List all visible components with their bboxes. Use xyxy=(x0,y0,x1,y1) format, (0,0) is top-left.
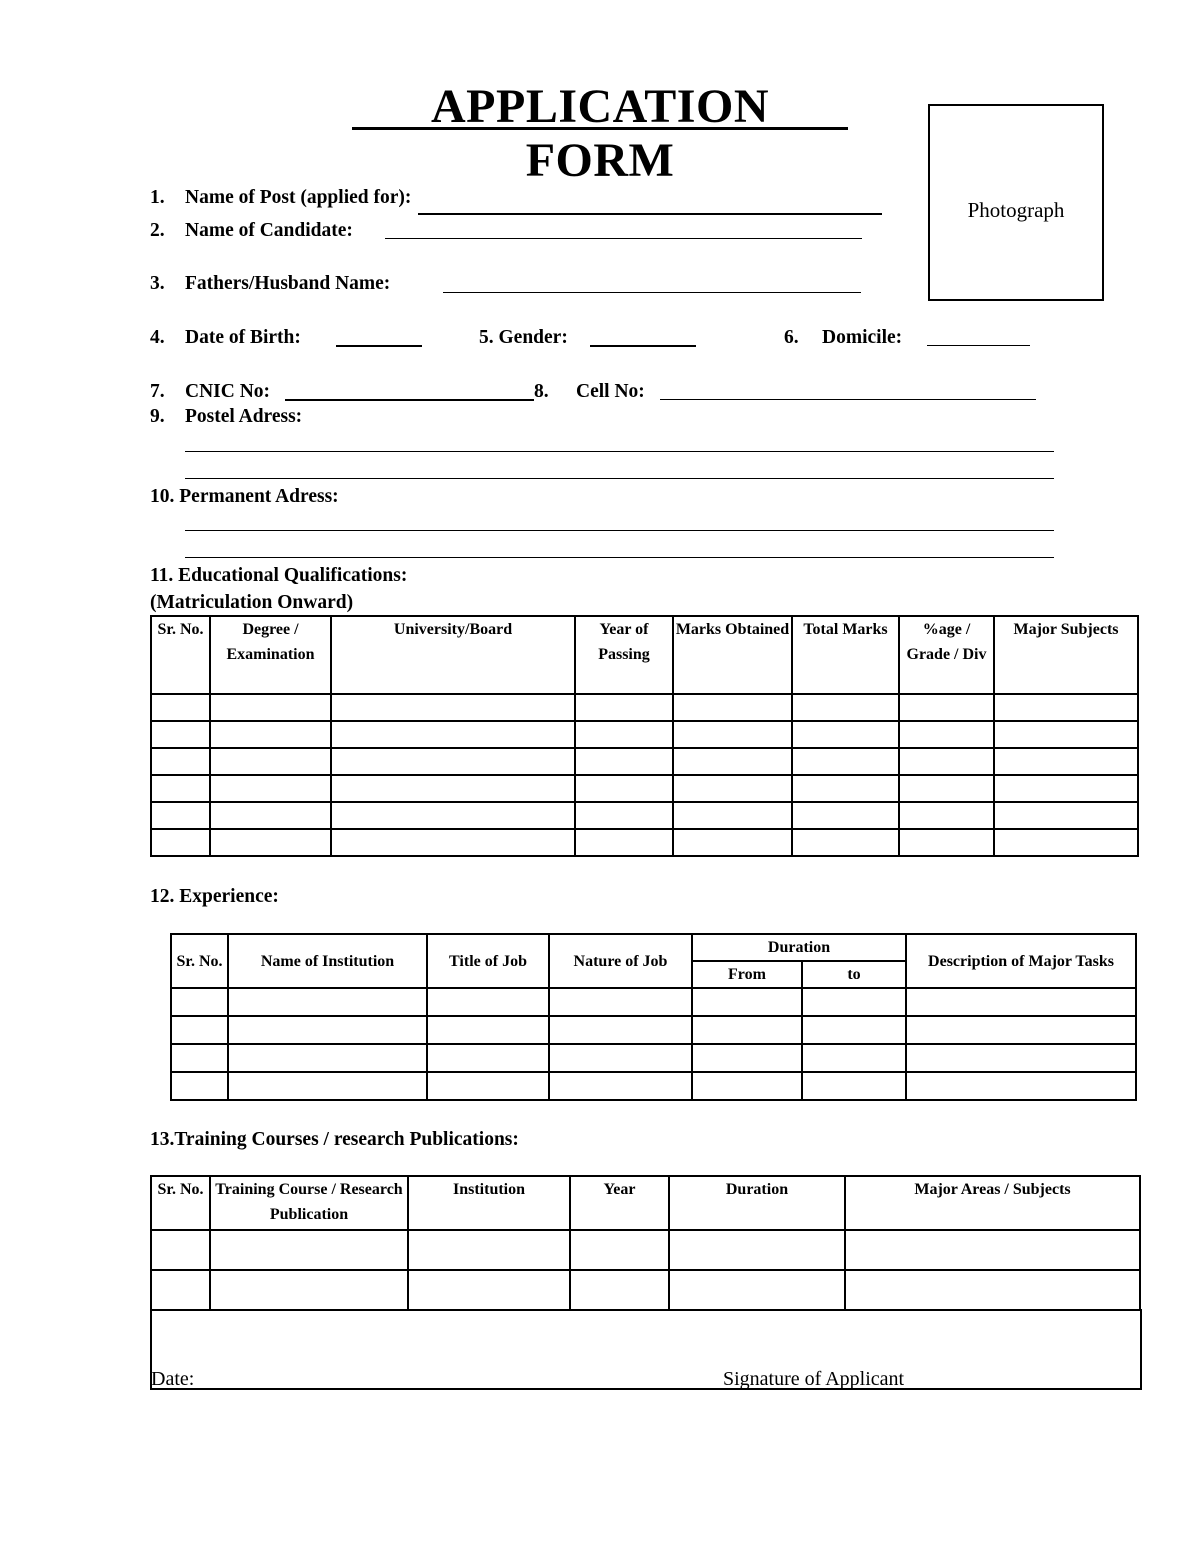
experience-table-cell[interactable] xyxy=(549,988,692,1016)
experience-table-cell[interactable] xyxy=(906,1016,1136,1044)
experience-table-cell[interactable] xyxy=(802,1044,906,1072)
experience-table-cell[interactable] xyxy=(692,1016,802,1044)
training-table-cell[interactable] xyxy=(151,1270,210,1310)
train-header-institution: Institution xyxy=(408,1176,570,1230)
postal-address-line-2[interactable] xyxy=(185,478,1054,479)
experience-table-cell[interactable] xyxy=(228,988,427,1016)
experience-label: 12. Experience: xyxy=(150,886,279,907)
experience-table-cell[interactable] xyxy=(549,1016,692,1044)
field-num-1: 1. xyxy=(150,187,165,208)
photograph-box[interactable] xyxy=(928,104,1104,301)
education-table-cell[interactable] xyxy=(899,829,994,856)
experience-table xyxy=(170,933,1137,1101)
education-table-cell[interactable] xyxy=(673,748,792,775)
exp-header-sr: Sr. No. xyxy=(171,934,228,988)
education-table-cell[interactable] xyxy=(331,775,575,802)
training-table-cell[interactable] xyxy=(845,1270,1140,1310)
permanent-address-line-2[interactable] xyxy=(185,557,1054,558)
gender-label: 5. Gender: xyxy=(479,327,568,348)
field-num-2: 2. xyxy=(150,220,165,241)
training-table-cell[interactable] xyxy=(151,1230,210,1270)
training-table-cell[interactable] xyxy=(669,1270,845,1310)
train-header-course: Training Course / Research Publication xyxy=(210,1176,408,1230)
training-table-cell[interactable] xyxy=(210,1230,408,1270)
training-courses-label: 13.Training Courses / research Publications: xyxy=(150,1129,519,1150)
education-table-row xyxy=(151,829,1138,856)
domicile-label: Domicile: xyxy=(822,327,903,348)
domicile-field[interactable] xyxy=(927,345,1030,346)
education-table-cell[interactable] xyxy=(151,748,210,775)
experience-table-cell[interactable] xyxy=(549,1044,692,1072)
signature-box xyxy=(150,1309,1142,1390)
education-table-row xyxy=(151,721,1138,748)
permanent-address-line-1[interactable] xyxy=(185,530,1054,531)
education-table-row xyxy=(151,802,1138,829)
cell-no-label: Cell No: xyxy=(576,381,645,402)
training-table-cell[interactable] xyxy=(570,1230,669,1270)
education-table-cell[interactable] xyxy=(792,721,899,748)
education-rows xyxy=(151,694,1138,856)
field-num-4: 4. xyxy=(150,327,165,348)
father-husband-name-field[interactable] xyxy=(443,292,861,293)
education-table-cell[interactable] xyxy=(331,802,575,829)
experience-table-cell[interactable] xyxy=(802,1072,906,1100)
experience-rows xyxy=(171,988,1136,1100)
educational-qualifications-label: 11. Educational Qualifications: xyxy=(150,565,408,586)
education-table xyxy=(150,615,1139,857)
education-table-cell[interactable] xyxy=(151,829,210,856)
experience-table-cell[interactable] xyxy=(906,1072,1136,1100)
date-label: Date: xyxy=(151,1368,195,1390)
name-of-candidate-label: Name of Candidate: xyxy=(185,220,353,241)
field-num-6: 6. xyxy=(784,327,799,348)
education-table-cell[interactable] xyxy=(994,829,1138,856)
edu-header-marks-obtained: Marks Obtained xyxy=(673,616,792,694)
exp-header-tasks: Description of Major Tasks xyxy=(906,934,1136,988)
education-table-cell[interactable] xyxy=(331,829,575,856)
training-rows xyxy=(151,1230,1140,1310)
education-table-cell[interactable] xyxy=(210,721,331,748)
education-table-cell[interactable] xyxy=(994,694,1138,721)
father-husband-name-label: Fathers/Husband Name: xyxy=(185,273,391,294)
education-table-cell[interactable] xyxy=(673,775,792,802)
education-table-cell[interactable] xyxy=(575,802,673,829)
experience-table-cell[interactable] xyxy=(427,1016,549,1044)
education-table-row xyxy=(151,748,1138,775)
matriculation-onward-label: (Matriculation Onward) xyxy=(150,592,354,613)
education-table-cell[interactable] xyxy=(792,694,899,721)
education-table-cell[interactable] xyxy=(792,802,899,829)
train-header-year: Year xyxy=(570,1176,669,1230)
edu-header-major-subjects: Major Subjects xyxy=(994,616,1138,694)
education-table-cell[interactable] xyxy=(792,829,899,856)
permanent-address-label: 10. Permanent Adress: xyxy=(150,486,339,507)
train-header-subjects: Major Areas / Subjects xyxy=(845,1176,1140,1230)
education-table-cell[interactable] xyxy=(673,694,792,721)
exp-header-title: Title of Job xyxy=(427,934,549,988)
name-of-post-label: Name of Post (applied for): xyxy=(185,187,412,208)
edu-header-university: University/Board xyxy=(331,616,575,694)
education-table-cell[interactable] xyxy=(210,775,331,802)
education-table-cell[interactable] xyxy=(899,775,994,802)
education-table-cell[interactable] xyxy=(210,802,331,829)
education-table-cell[interactable] xyxy=(792,775,899,802)
experience-table-cell[interactable] xyxy=(427,988,549,1016)
edu-header-degree: Degree / Examination xyxy=(210,616,331,694)
experience-table-cell[interactable] xyxy=(171,1072,228,1100)
signature-label: Signature of Applicant xyxy=(723,1368,905,1390)
title-underline xyxy=(352,127,848,130)
education-table-row xyxy=(151,694,1138,721)
education-table-cell[interactable] xyxy=(673,721,792,748)
experience-table-cell[interactable] xyxy=(427,1072,549,1100)
education-table-cell[interactable] xyxy=(994,802,1138,829)
education-table-cell[interactable] xyxy=(151,802,210,829)
education-table-cell[interactable] xyxy=(210,694,331,721)
education-table-cell[interactable] xyxy=(151,775,210,802)
education-header-row xyxy=(151,616,1138,694)
experience-table-cell[interactable] xyxy=(802,1016,906,1044)
education-table-cell[interactable] xyxy=(210,748,331,775)
field-num-7: 7. xyxy=(150,381,165,402)
education-table-cell[interactable] xyxy=(210,829,331,856)
training-table-cell[interactable] xyxy=(669,1230,845,1270)
edu-header-percentage: %age / Grade / Div xyxy=(899,616,994,694)
train-header-duration: Duration xyxy=(669,1176,845,1230)
education-table-cell[interactable] xyxy=(994,748,1138,775)
experience-table-cell[interactable] xyxy=(171,1016,228,1044)
education-table-cell[interactable] xyxy=(575,775,673,802)
form-title: APPLICATION FORM xyxy=(431,80,769,187)
experience-table-row xyxy=(171,988,1136,1016)
training-header-row xyxy=(151,1176,1140,1230)
training-table-cell[interactable] xyxy=(408,1270,570,1310)
exp-header-to: to xyxy=(802,961,906,988)
exp-header-nature: Nature of Job xyxy=(549,934,692,988)
education-table-cell[interactable] xyxy=(673,802,792,829)
education-table-cell[interactable] xyxy=(899,802,994,829)
cnic-label: CNIC No: xyxy=(185,381,271,402)
exp-header-duration: Duration xyxy=(692,934,906,961)
education-table-cell[interactable] xyxy=(575,721,673,748)
cell-no-field[interactable] xyxy=(660,399,1036,400)
training-table-cell[interactable] xyxy=(845,1230,1140,1270)
training-table-cell[interactable] xyxy=(210,1270,408,1310)
experience-table-cell[interactable] xyxy=(692,1044,802,1072)
experience-table-cell[interactable] xyxy=(802,988,906,1016)
field-num-8: 8. xyxy=(534,381,549,402)
edu-header-sr: Sr. No. xyxy=(151,616,210,694)
experience-table-cell[interactable] xyxy=(692,1072,802,1100)
experience-table-cell[interactable] xyxy=(427,1044,549,1072)
training-table-row xyxy=(151,1270,1140,1310)
education-table-cell[interactable] xyxy=(673,829,792,856)
edu-header-total-marks: Total Marks xyxy=(792,616,899,694)
education-table-row xyxy=(151,775,1138,802)
field-num-9: 9. xyxy=(150,406,165,427)
education-table-cell[interactable] xyxy=(575,694,673,721)
education-table-cell[interactable] xyxy=(331,748,575,775)
postal-address-label: Postel Adress: xyxy=(185,406,303,427)
field-num-3: 3. xyxy=(150,273,165,294)
education-table-cell[interactable] xyxy=(899,721,994,748)
exp-header-from: From xyxy=(692,961,802,988)
date-of-birth-label: Date of Birth: xyxy=(185,327,301,348)
training-table-cell[interactable] xyxy=(570,1270,669,1310)
education-table-cell[interactable] xyxy=(792,748,899,775)
education-table-cell[interactable] xyxy=(575,748,673,775)
education-table-cell[interactable] xyxy=(575,829,673,856)
education-table-cell[interactable] xyxy=(331,694,575,721)
edu-header-year: Year of Passing xyxy=(575,616,673,694)
education-table-cell[interactable] xyxy=(151,694,210,721)
photograph-label: Photograph xyxy=(967,198,1065,222)
name-of-post-field[interactable] xyxy=(418,213,882,215)
training-table-row xyxy=(151,1230,1140,1270)
experience-table-cell[interactable] xyxy=(171,988,228,1016)
gender-field[interactable] xyxy=(590,345,696,347)
training-table-cell[interactable] xyxy=(408,1230,570,1270)
experience-table-row xyxy=(171,1072,1136,1100)
train-header-sr: Sr. No. xyxy=(151,1176,210,1230)
experience-header-row-1 xyxy=(171,934,1136,961)
education-table-cell[interactable] xyxy=(899,748,994,775)
training-table xyxy=(150,1175,1141,1311)
experience-table-cell[interactable] xyxy=(171,1044,228,1072)
postal-address-line-1[interactable] xyxy=(185,451,1054,452)
experience-table-cell[interactable] xyxy=(549,1072,692,1100)
experience-table-cell[interactable] xyxy=(228,1016,427,1044)
date-of-birth-field[interactable] xyxy=(336,345,422,347)
experience-table-cell[interactable] xyxy=(228,1072,427,1100)
experience-table-cell[interactable] xyxy=(906,1044,1136,1072)
education-table-cell[interactable] xyxy=(994,721,1138,748)
education-table-cell[interactable] xyxy=(151,721,210,748)
experience-table-cell[interactable] xyxy=(228,1044,427,1072)
education-table-cell[interactable] xyxy=(899,694,994,721)
education-table-cell[interactable] xyxy=(994,775,1138,802)
exp-header-institution: Name of Institution xyxy=(228,934,427,988)
education-table-cell[interactable] xyxy=(331,721,575,748)
cnic-field[interactable] xyxy=(285,399,534,401)
name-of-candidate-field[interactable] xyxy=(385,238,862,239)
experience-table-cell[interactable] xyxy=(692,988,802,1016)
experience-table-cell[interactable] xyxy=(906,988,1136,1016)
experience-table-row xyxy=(171,1044,1136,1072)
experience-table-row xyxy=(171,1016,1136,1044)
